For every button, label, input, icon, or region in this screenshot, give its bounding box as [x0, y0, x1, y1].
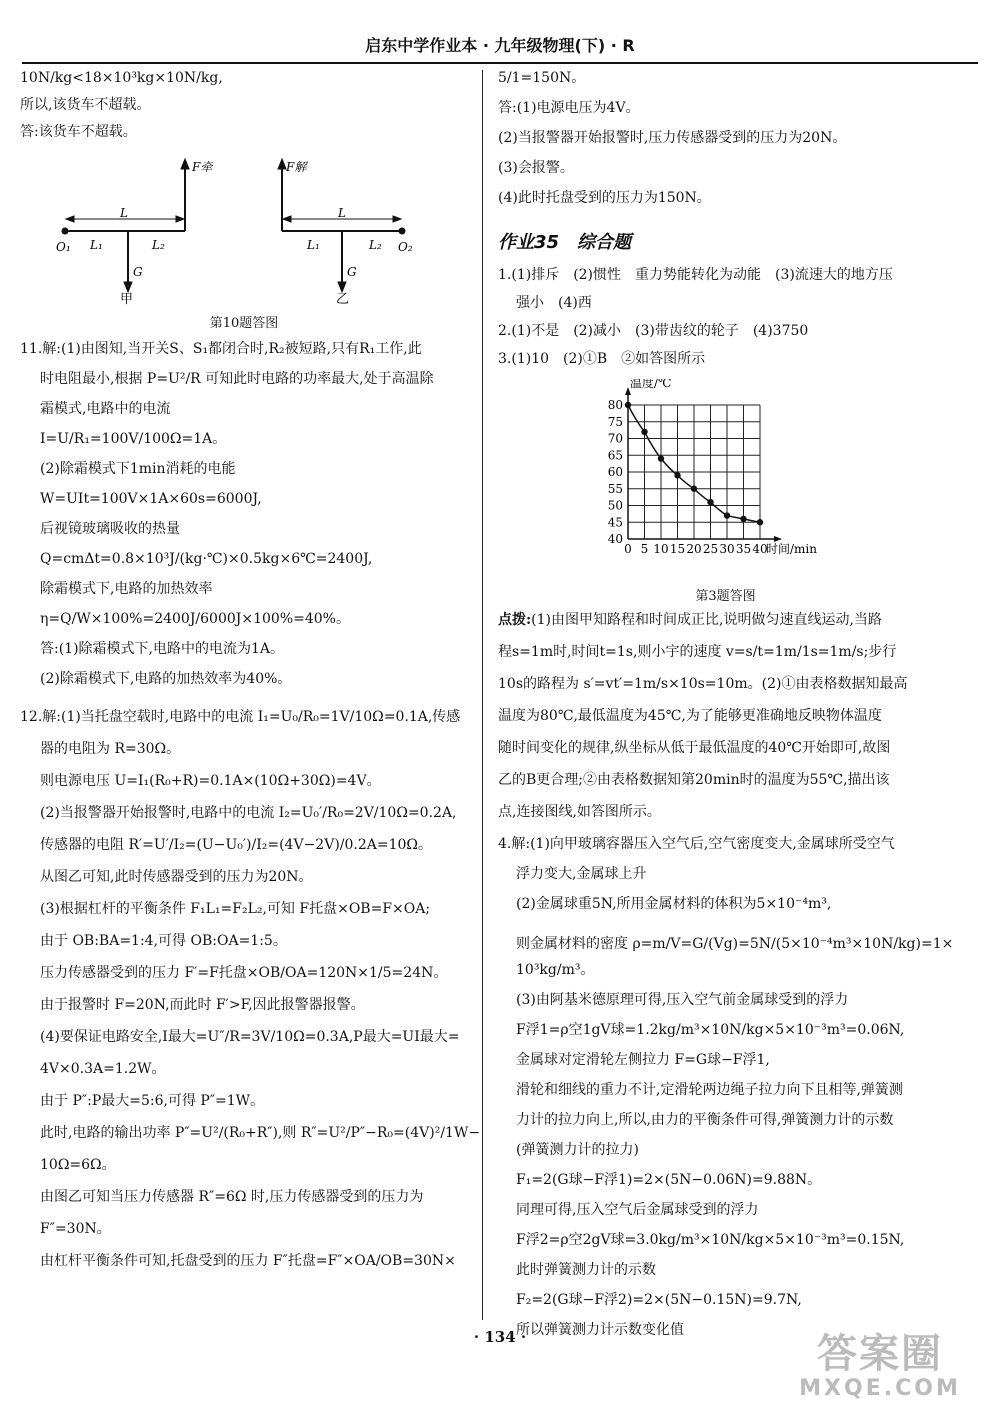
text-line: 由图乙可知当压力传感器 R″=6Ω 时,压力传感器受到的压力为 — [40, 1189, 424, 1205]
label-L-a: L — [120, 206, 128, 220]
section-title: 作业35 综合题 — [498, 232, 632, 253]
label-L-b: L — [338, 206, 346, 220]
text-line: F₁=2(G球−F浮1)=2×(5N−0.06N)=9.88N。 — [516, 1171, 822, 1188]
text-line: 12.解:(1)当托盘空载时,电路中的电流 I₁=U₀/R₀=1V/10Ω=0.1A,传感 — [20, 709, 461, 725]
text-line: 答:该货车不超载。 — [20, 124, 137, 140]
x-tick-label: 10 — [653, 541, 669, 556]
text-line: 10³kg/m³。 — [516, 961, 595, 978]
y-tick-label: 55 — [607, 481, 623, 496]
question-12 — [20, 709, 481, 1285]
hint-label: 点拨: — [498, 611, 532, 628]
text-line: 程s=1m时,时间t=1s,则小宇的速度 v=s/t=1m/1s=1m/s;步行 — [498, 643, 897, 660]
text-line: (弹簧测力计的拉力) — [516, 1141, 639, 1158]
text-line: 由杠杆平衡条件可知,托盘受到的压力 F″托盘=F″×OA/OB=30N× — [40, 1253, 456, 1269]
column-divider — [482, 70, 483, 1320]
text-line: 10s的路程为 s′=vt′=1m/s×10s=10m。(2)①由表格数据知最高 — [498, 675, 908, 692]
right-top-block — [498, 70, 953, 220]
lever-figure-caption: 第10题答图 — [209, 316, 279, 331]
data-point — [674, 472, 680, 478]
data-point — [757, 519, 763, 525]
text-line: 后视镜玻璃吸收的热量 — [40, 521, 180, 537]
data-point — [740, 515, 746, 521]
question-4 — [498, 836, 953, 1352]
text-line: 霜模式,电路中的电流 — [40, 401, 171, 417]
left-top-block — [20, 70, 468, 151]
data-point — [691, 485, 697, 491]
text-line: 同理可得,压入空气后金属球受到的浮力 — [516, 1201, 759, 1218]
text-line: 力计的拉力向上,所以,由力的平衡条件可得,弹簧测力计的示数 — [516, 1111, 894, 1128]
text-line: 由于 P″:P最大=5:6,可得 P″=1W。 — [40, 1093, 265, 1109]
label-O2: O₂ — [398, 240, 413, 254]
text-line: F₂=2(G球−F浮2)=2×(5N−0.15N)=9.7N, — [516, 1291, 802, 1308]
watermark-logo — [780, 1332, 980, 1404]
x-tick-label: 20 — [686, 541, 702, 556]
text-line: 强小 (4)西 — [516, 294, 592, 311]
y-tick-label: 80 — [607, 397, 623, 412]
y-tick-label: 75 — [607, 414, 623, 429]
answers-top — [498, 267, 953, 379]
text-line: (2)金属球重5N,所用金属材料的体积为5×10⁻⁴m³, — [516, 895, 832, 912]
text-line: 传感器的电阻 R′=U′/I₂=(U−U₀′)/I₂=(4V−2V)/0.2A=10Ω。 — [40, 837, 433, 853]
text-line: 此时弹簧测力计的示数 — [516, 1261, 656, 1278]
chart-caption: 第3题答图 — [695, 588, 756, 604]
x-tick-label: 0 — [624, 541, 632, 556]
lever-diagrams — [20, 151, 468, 311]
text-line: 5/1=150N。 — [498, 70, 586, 86]
label-L2-a: L₂ — [152, 238, 165, 252]
data-point — [707, 498, 713, 504]
text-line: 11.解:(1)由图知,当开关S、S₁都闭合时,R₂被短路,只有R₁工作,此 — [20, 341, 422, 357]
text-line: 滑轮和细线的重力不计,定滑轮两边绳子拉力向下且相等,弹簧测 — [516, 1081, 903, 1098]
caption-b: 乙 — [336, 292, 350, 307]
page-number: · 134 · — [473, 1328, 527, 1346]
temperature-chart — [498, 379, 953, 584]
text-line: 此时,电路的输出功率 P″=U²/(R₀+R″),则 R″=U²/P″−R₀=(4V)²/1W− — [40, 1125, 481, 1141]
y-tick-label: 50 — [607, 498, 623, 512]
text-line: 10Ω=6Ω。 — [40, 1157, 116, 1173]
text-line: 时电阻最小,根据 P=U²/R 可知此时电路的功率最大,处于高温除 — [40, 371, 434, 387]
data-point — [641, 428, 647, 434]
text-line: 从图乙可知,此时传感器受到的压力为20N。 — [40, 869, 313, 885]
data-point — [625, 401, 631, 407]
text-line: 10N/kg<18×10³kg×10N/kg, — [20, 70, 223, 86]
right-column — [498, 70, 953, 1352]
text-line: (4)要保证电路安全,I最大=U″/R=3V/10Ω=0.3A,P最大=UI最大= — [40, 1029, 460, 1045]
y-tick-label: 45 — [607, 514, 623, 529]
text-line: 点,连接图线,如答图所示。 — [498, 803, 661, 820]
text-line: 浮力变大,金属球上升 — [516, 865, 647, 882]
x-axis-label: 时间/min — [766, 541, 817, 556]
page-header — [22, 30, 978, 64]
text-line: 4V×0.3A=1.2W。 — [40, 1061, 166, 1077]
hint-block — [498, 612, 953, 836]
text-line: W=UIt=100V×1A×60s=6000J, — [40, 491, 262, 507]
chart-svg — [498, 379, 953, 584]
text-line: 则电源电压 U=I₁(R₀+R)=0.1A×(10Ω+30Ω)=4V。 — [40, 773, 381, 789]
text-line: I=U/R₁=100V/100Ω=1A。 — [40, 431, 227, 447]
text-line: 由于报警时 F=20N,而此时 F′>F,因此报警器报警。 — [40, 997, 365, 1013]
x-tick-label: 30 — [719, 541, 735, 556]
text-line: 温度为80℃,最低温度为45℃,为了能够更准确地反映物体温度 — [498, 707, 882, 724]
watermark-top: 答案圈 — [817, 1331, 943, 1377]
data-point — [724, 512, 730, 518]
label-O1: O₁ — [56, 240, 71, 254]
text-line: 答:(1)除霜模式下,电路中的电流为1A。 — [40, 641, 285, 657]
label-L1-a: L₁ — [90, 238, 103, 252]
x-tick-label: 40 — [752, 541, 768, 556]
text-line: 1.(1)排斥 (2)惯性 重力势能转化为动能 (3)流速大的地方压 — [498, 266, 893, 283]
label-F-b: F解 — [286, 160, 307, 174]
hint-text: (1)由图甲知路程和时间成正比,说明做匀速直线运动,当路 — [531, 611, 882, 628]
caption-a: 甲 — [120, 292, 134, 307]
text-line: (3)会报警。 — [498, 160, 574, 176]
text-line: (4)此时托盘受到的压力为150N。 — [498, 190, 711, 206]
text-line: 压力传感器受到的压力 F′=F托盘×OB/OA=120N×1/5=24N。 — [40, 965, 448, 981]
label-L2-b: L₂ — [369, 238, 382, 252]
data-point — [658, 455, 664, 461]
label-F-a: F牵 — [192, 160, 213, 174]
y-tick-label: 65 — [607, 447, 623, 462]
text-line: (3)根据杠杆的平衡条件 F₁L₁=F₂L₂,可知 F托盘×OB=F×OA; — [40, 901, 431, 917]
text-line: 由于 OB:BA=1:4,可得 OB:OA=1:5。 — [40, 933, 287, 949]
label-G-b: G — [347, 265, 357, 279]
watermark-bottom: MXQE.COM — [799, 1376, 961, 1401]
header-title: 启东中学作业本 · 九年级物理(下) · R — [365, 36, 635, 55]
y-tick-label: 60 — [607, 464, 623, 479]
text-line: 除霜模式下,电路的加热效率 — [40, 581, 213, 597]
text-line: 所以,该货车不超载。 — [20, 97, 151, 113]
text-line: 所以弹簧测力计示数变化值 — [516, 1321, 684, 1338]
text-line: (2)当报警器开始报警时,压力传感器受到的压力为20N。 — [498, 130, 847, 146]
y-tick-label: 40 — [607, 531, 623, 546]
text-line: 乙的B更合理;②由表格数据知第20min时的温度为55℃,描出该 — [498, 771, 890, 788]
text-line: η=Q/W×100%=2400J/6000J×100%=40%。 — [40, 611, 350, 627]
lever-diagram-b — [278, 159, 405, 292]
text-line: F浮2=ρ空2gV球=3.0kg/m³×10N/kg×5×10⁻³m³=0.15N, — [516, 1231, 905, 1248]
text-line: (2)当报警器开始报警时,电路中的电流 I₂=U₀′/R₀=2V/10Ω=0.2A, — [40, 805, 457, 821]
label-G-a: G — [133, 265, 143, 279]
lever-figure — [20, 151, 468, 311]
x-tick-label: 35 — [735, 541, 752, 556]
text-line: Q=cmΔt=0.8×10³J/(kg·℃)×0.5kg×6℃=2400J, — [40, 551, 373, 567]
text-line: 答:(1)电源电压为4V。 — [498, 100, 640, 116]
y-axis-label: 温度/℃ — [630, 378, 672, 390]
text-line: 则金属材料的密度 ρ=m/V=G/(Vg)=5N/(5×10⁻⁴m³×10N/kg)=1× — [516, 935, 954, 952]
text-line: 随时间变化的规律,纵坐标从低于最低温度的40℃开始即可,故图 — [498, 739, 891, 756]
text-line: 2.(1)不是 (2)减小 (3)带齿纹的轮子 (4)3750 — [498, 322, 809, 339]
text-line: F浮1=ρ空1gV球=1.2kg/m³×10N/kg×5×10⁻³m³=0.06N, — [516, 1021, 905, 1038]
text-line: 4.解:(1)向甲玻璃容器压入空气后,空气密度变大,金属球所受空气 — [498, 835, 895, 852]
text-line — [498, 612, 953, 644]
x-tick-label: 25 — [702, 541, 719, 556]
text-line: (2)除霜模式下,电路的加热效率为40%。 — [40, 671, 292, 687]
question-11 — [20, 341, 468, 701]
text-line: 器的电阻为 R=30Ω。 — [40, 741, 181, 757]
x-tick-label: 15 — [669, 541, 686, 556]
left-column — [20, 70, 481, 1285]
y-tick-label: 70 — [607, 431, 623, 445]
label-L1-b: L₁ — [307, 238, 320, 252]
text-line: 金属球对定滑轮左侧拉力 F=G球−F浮1, — [516, 1051, 770, 1068]
x-tick-label: 5 — [640, 541, 649, 556]
text-line: (2)除霜模式下1min消耗的电能 — [40, 461, 236, 477]
text-line: (3)由阿基米德原理可得,压入空气前金属球受到的浮力 — [516, 991, 849, 1008]
text-line: 3.(1)10 (2)①B ②如答图所示 — [498, 350, 706, 367]
text-line: F″=30N。 — [40, 1221, 111, 1237]
lever-diagram-a — [62, 159, 189, 292]
